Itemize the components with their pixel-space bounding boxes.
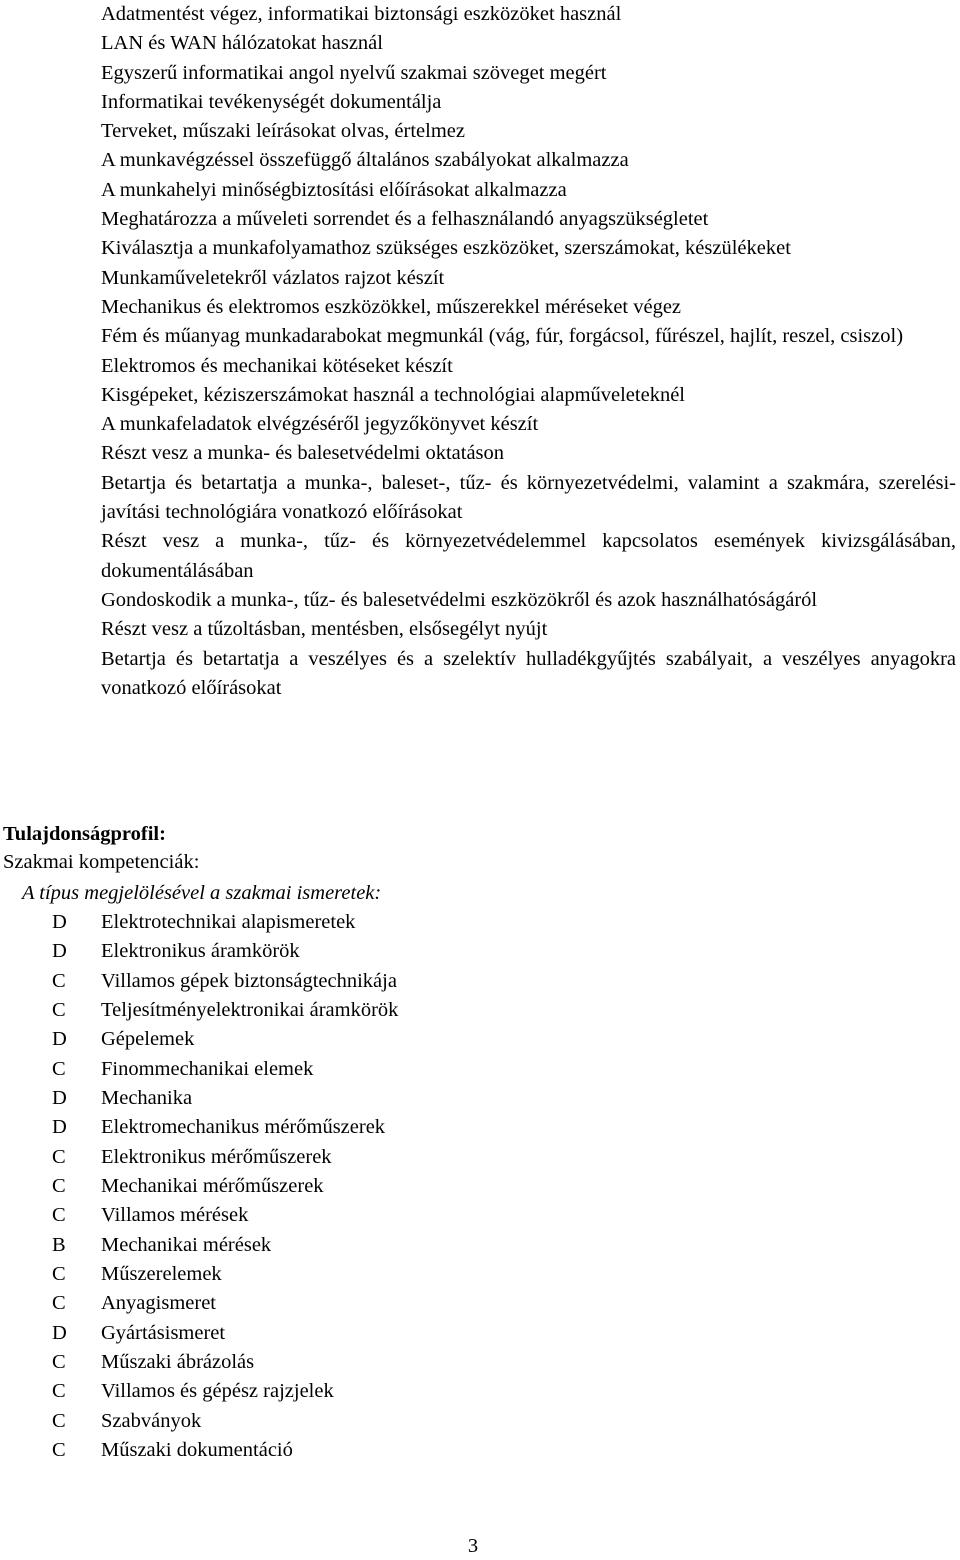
knowledge-type-code: D [52, 1321, 67, 1344]
competency-item: Betartja és betartatja a veszélyes és a szelektív hulladékgyűjtés szabályait, a veszélyes anyagokra vonatkozó előírásokat [101, 647, 956, 699]
knowledge-item [0, 1025, 960, 1054]
knowledge-item [0, 1436, 960, 1465]
knowledge-type-heading: A típus megjelölésével a szakmai ismeretek: [22, 882, 382, 904]
competency-item: Egyszerű informatikai angol nyelvű szakmai szöveget megért [101, 61, 607, 84]
knowledge-item [0, 996, 960, 1025]
competency-list [101, 0, 956, 703]
knowledge-type-code: C [52, 998, 66, 1021]
competency-item: LAN és WAN hálózatokat használ [101, 32, 383, 55]
knowledge-item [0, 1084, 960, 1113]
profile-title: Tulajdonságprofil: [3, 823, 166, 845]
knowledge-type-code: C [52, 969, 66, 992]
knowledge-type-code: C [52, 1262, 66, 1285]
knowledge-item [0, 1407, 960, 1436]
competency-item: Fém és műanyag munkadarabokat megmunkál (vág, fúr, forgácsol, fűrészel, hajlít, reszel, csiszol) [101, 325, 904, 348]
knowledge-type-code: C [52, 1057, 66, 1080]
knowledge-topic: Villamos gépek biztonságtechnikája [101, 969, 397, 992]
competency-item: A munkafeladatok elvégzéséről jegyzőkönyvet készít [101, 413, 539, 436]
competency-item: Kiválasztja a munkafolyamathoz szükséges eszközöket, szerszámokat, készülékeket [101, 237, 791, 260]
knowledge-list [0, 908, 960, 1465]
knowledge-type-code: D [52, 1028, 67, 1051]
knowledge-topic: Anyagismeret [101, 1292, 216, 1315]
competency-item: Kisgépeket, kéziszerszámokat használ a technológiai alapműveleteknél [101, 383, 685, 406]
knowledge-item [0, 1348, 960, 1377]
knowledge-type-code: B [52, 1233, 66, 1256]
knowledge-type-code: D [52, 1086, 67, 1109]
knowledge-topic: Mechanika [101, 1086, 193, 1109]
knowledge-item [0, 1055, 960, 1084]
knowledge-item [0, 967, 960, 996]
competency-item: Részt vesz a munka- és balesetvédelmi oktatáson [101, 442, 505, 465]
knowledge-type-code: C [52, 1380, 66, 1403]
knowledge-topic: Teljesítményelektronikai áramkörök [101, 998, 399, 1021]
knowledge-item [0, 1377, 960, 1406]
knowledge-topic: Elektromechanikus mérőműszerek [101, 1116, 386, 1139]
knowledge-item [0, 908, 960, 937]
knowledge-type-code: C [52, 1350, 66, 1373]
knowledge-item [0, 1172, 960, 1201]
competency-item: Részt vesz a tűzoltásban, mentésben, elsősegélyt nyújt [101, 618, 548, 641]
competency-item: Terveket, műszaki leírásokat olvas, értelmez [101, 120, 465, 143]
knowledge-item [0, 1260, 960, 1289]
knowledge-topic: Finommechanikai elemek [101, 1057, 314, 1080]
knowledge-type-code: D [52, 940, 67, 963]
competency-item: Meghatározza a műveleti sorrendet és a felhasználandó anyagszükségletet [101, 208, 709, 231]
knowledge-topic: Műszaki dokumentáció [101, 1438, 293, 1461]
knowledge-type-code: C [52, 1204, 66, 1227]
profile-subtitle: Szakmai kompetenciák: [3, 851, 200, 873]
knowledge-item [0, 1319, 960, 1348]
knowledge-topic: Elektronikus mérőműszerek [101, 1145, 332, 1168]
knowledge-type-code: C [52, 1438, 66, 1461]
page-number: 3 [467, 1535, 479, 1557]
competency-item: Mechanikus és elektromos eszközökkel, műszerekkel méréseket végez [101, 295, 682, 318]
competency-item: A munkahelyi minőségbiztosítási előírásokat alkalmazza [101, 178, 567, 201]
competency-item: Munkaműveletekről vázlatos rajzot készít [101, 266, 445, 289]
knowledge-topic: Műszaki ábrázolás [101, 1350, 255, 1373]
competency-item: Betartja és betartatja a munka-, baleset-, tűz- és környezetvédelmi, valamint a szakmára, szerelési-javítási technológiára vonatkozó előírásokat [101, 471, 956, 524]
knowledge-type-code: C [52, 1174, 66, 1197]
knowledge-topic: Elektronikus áramkörök [101, 940, 300, 963]
knowledge-item [0, 1231, 960, 1260]
knowledge-type-code: D [52, 911, 67, 933]
knowledge-topic: Mechanikai mérőműszerek [101, 1174, 324, 1197]
knowledge-topic: Szabványok [101, 1409, 202, 1432]
knowledge-type-code: C [52, 1292, 66, 1315]
knowledge-topic: Mechanikai mérések [101, 1233, 272, 1256]
competency-item: Gondoskodik a munka-, tűz- és balesetvédelmi eszközökről és azok használhatóságáról [101, 588, 818, 611]
knowledge-type-code: D [52, 1116, 67, 1139]
knowledge-topic: Elektrotechnikai alapismeretek [101, 911, 356, 933]
knowledge-item [0, 1113, 960, 1142]
competency-item: Részt vesz a munka-, tűz- és környezetvédelemmel kapcsolatos események kivizsgálásában, dokumentálásában [101, 530, 956, 582]
knowledge-topic: Gyártásismeret [101, 1321, 226, 1344]
competency-item: A munkavégzéssel összefüggő általános szabályokat alkalmazza [101, 149, 629, 172]
knowledge-item [0, 1201, 960, 1230]
knowledge-type-code: C [52, 1145, 66, 1168]
competency-item: Adatmentést végez, informatikai biztonsági eszközöket használ [101, 3, 622, 25]
knowledge-item [0, 1289, 960, 1318]
knowledge-topic: Villamos mérések [101, 1204, 249, 1227]
competency-item: Elektromos és mechanikai kötéseket készít [101, 354, 453, 377]
competency-item: Informatikai tevékenységét dokumentálja [101, 90, 442, 113]
knowledge-item [0, 937, 960, 966]
knowledge-item [0, 1143, 960, 1172]
knowledge-topic: Villamos és gépész rajzjelek [101, 1380, 334, 1403]
knowledge-topic: Műszerelemek [101, 1262, 222, 1285]
knowledge-topic: Gépelemek [101, 1028, 195, 1051]
knowledge-type-code: C [52, 1409, 66, 1432]
